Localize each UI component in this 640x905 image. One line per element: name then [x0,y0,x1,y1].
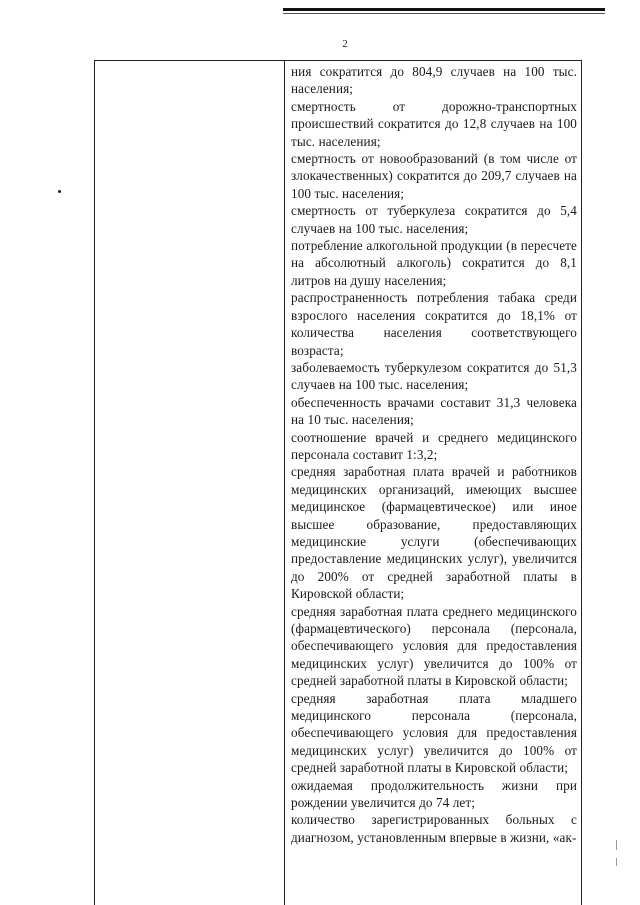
list-item: обеспеченность врачами составит 31,3 человека на 10 тыс. населения; [291,394,577,428]
list-item: смертность от туберкулеза сократится до 5,4 случаев на 100 тыс. населения; [291,203,577,236]
list-item: количество зарегистрированных больных с диагнозом, установленным впервые в жизни, «ак- [291,812,577,845]
list-item: заболеваемость туберкулезом сократится до 51,3 случаев на 100 тыс. населения; [291,359,577,393]
table-right-column [285,61,581,905]
list-item: ожидаемая продолжительность жизни при рождении увеличится до 74 лет; [291,777,577,811]
list-item: смертность от дорожно-транспортных происшествий сократится до 12,8 случаев на 100 тыс. населения; [291,98,577,149]
list-item: средняя заработная плата врачей и работников медицинских организаций, имеющих высшее медицинское (фармацевтическое) или иное высшее образование, предоставляющих медицинские услуги (обеспечивающих предоставление медицинских услуг), увеличится до 200% от средней заработной платы в Кировской области; [291,464,577,602]
list-item: соотношение врачей и среднего медицинского персонала составит 1:3,2; [291,429,577,462]
list-item: средняя заработная плата среднего медицинского (фармацевтического) персонала (персонала, обеспечивающего условия для предоставления медицинских услуг) увеличится до 100% от средней заработной платы в Кировской области; [291,603,577,689]
list-item: ния сократится до 804,9 случаев на 100 тыс. населения; [291,64,577,97]
margin-dot [58,190,61,193]
list-item: средняя заработная плата младшего медицинского персонала (персонала, обеспечивающего условия для предоставления медицинских услуг) увеличится до 100% от средней заработной платы в Кировской области; [291,690,577,776]
scan-mark [616,858,617,866]
header-rule-thin [283,13,605,14]
table-left-column [95,61,285,905]
list-item: потребление алкогольной продукции (в пересчете на абсолютный алкоголь) сократится до 8,1 литров на душу населения; [291,238,577,288]
list-item: смертность от новообразований (в том числе от злокачественных) сократится до 209,7 случаев на 100 тыс. населения; [291,151,577,201]
content-table [94,60,582,905]
page-number: 2 [342,38,348,50]
header-rule [283,8,605,11]
scan-mark [616,840,617,850]
list-item: распространенность потребления табака среди взрослого населения сократится до 18,1% от количества населения соответствующего возраста; [291,290,577,358]
